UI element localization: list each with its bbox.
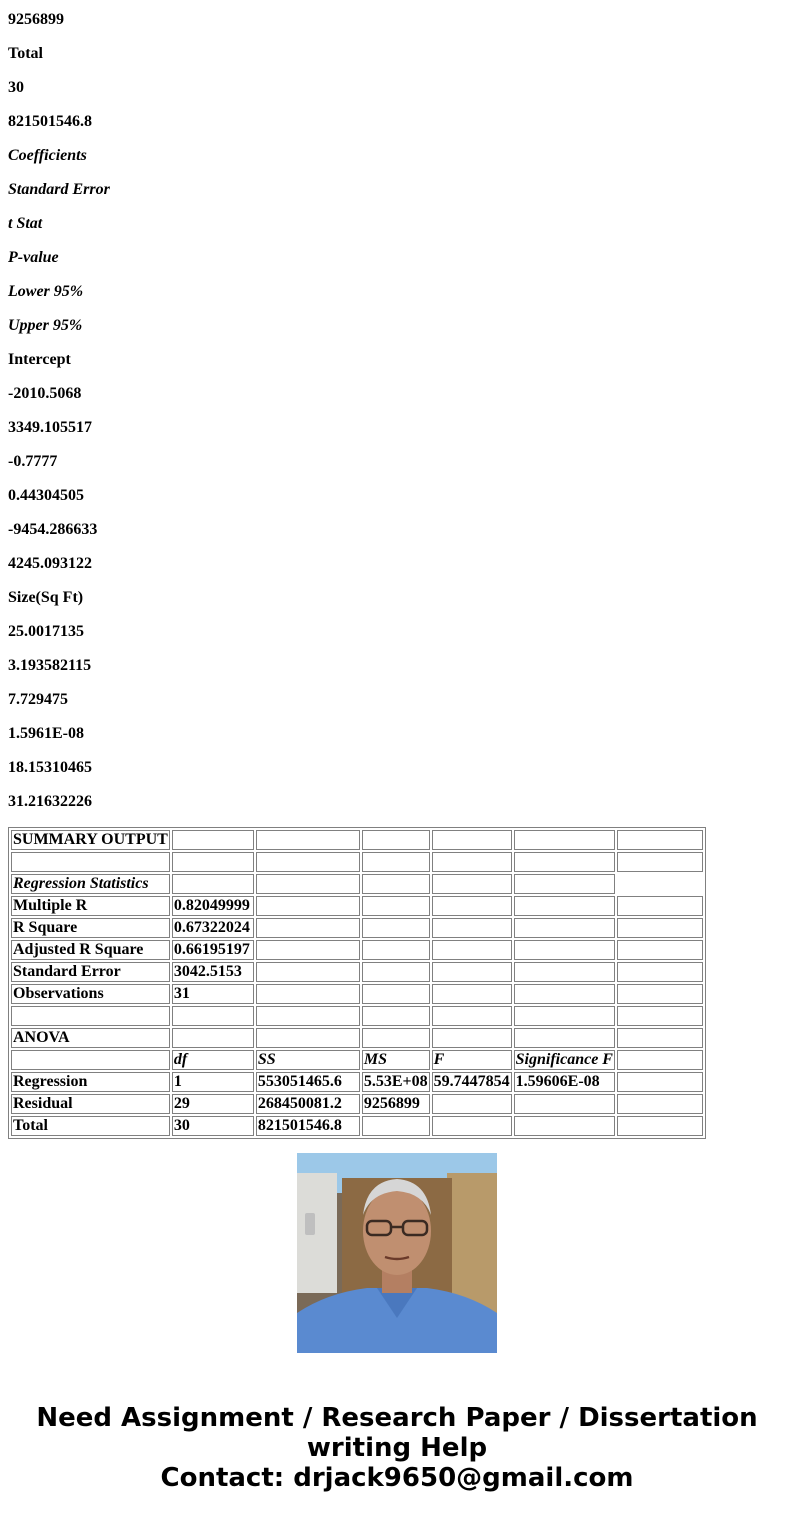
table-cell: 0.82049999: [172, 896, 254, 916]
table-cell: [362, 874, 430, 894]
text-line: Lower 95%: [8, 283, 84, 300]
table-cell: R Square: [11, 918, 170, 938]
table-cell: [514, 896, 615, 916]
table-row: [11, 984, 703, 1004]
table-cell: [617, 984, 703, 1004]
table-cell: [172, 1028, 254, 1048]
table-cell: Residual: [11, 1094, 170, 1114]
table-cell: [617, 962, 703, 982]
table-cell: [256, 896, 360, 916]
summary-output-table-viewport[interactable]: [8, 827, 708, 1134]
text-line: 9256899: [8, 11, 64, 28]
table-cell: [256, 918, 360, 938]
table-cell: SUMMARY OUTPUT: [13, 831, 168, 848]
table-cell: 30: [172, 1116, 254, 1136]
table-cell: 3042.5153: [172, 962, 254, 982]
table-cell: 821501546.8: [256, 1116, 360, 1136]
table-cell: [11, 1006, 170, 1026]
table-row: [11, 1116, 703, 1136]
table-cell: [514, 918, 615, 938]
table-cell: df: [172, 1050, 254, 1070]
table-cell: 553051465.6: [256, 1072, 360, 1092]
banner-line-2: writing Help: [306, 1433, 488, 1463]
table-cell: 268450081.2: [256, 1094, 360, 1114]
table-cell: Regression: [11, 1072, 170, 1092]
table-row: [11, 1094, 703, 1114]
table-cell: [172, 874, 254, 894]
table-cell: [11, 1050, 170, 1070]
table-cell: [432, 1006, 512, 1026]
text-line: 4245.093122: [8, 555, 92, 572]
table-cell: [362, 984, 430, 1004]
text-line: -2010.5068: [8, 385, 82, 402]
table-cell: 29: [172, 1094, 254, 1114]
table-cell: Adjusted R Square: [11, 940, 170, 960]
table-cell: Multiple R: [11, 896, 170, 916]
table-cell: [617, 852, 703, 872]
table-cell: [432, 962, 512, 982]
table-cell: [514, 984, 615, 1004]
text-line: 7.729475: [8, 691, 68, 708]
table-cell: [617, 940, 703, 960]
table-cell: 1.59606E-08: [514, 1072, 615, 1092]
table-cell: [617, 918, 703, 938]
table-cell: [432, 984, 512, 1004]
table-cell: [362, 940, 430, 960]
table-cell: [514, 874, 615, 894]
table-cell: [514, 1116, 615, 1136]
text-line: Standard Error: [8, 181, 110, 198]
table-cell: MS: [362, 1050, 430, 1070]
table-cell: [514, 852, 615, 872]
table-cell: Observations: [11, 984, 170, 1004]
text-line: 3349.105517: [8, 419, 92, 436]
table-cell: [256, 984, 360, 1004]
text-line: -0.7777: [8, 453, 58, 470]
table-cell: [514, 1028, 615, 1048]
table-cell: [432, 874, 512, 894]
table-cell: [617, 896, 703, 916]
table-cell: [256, 940, 360, 960]
text-line: Size(Sq Ft): [8, 589, 84, 606]
table-cell: 59.7447854: [433, 1073, 510, 1090]
table-cell: 1: [172, 1072, 254, 1092]
text-line: 30: [8, 79, 24, 96]
table-cell: [514, 940, 615, 960]
table-cell: [362, 830, 430, 850]
text-line: 3.193582115: [8, 657, 92, 674]
table-row: [11, 830, 703, 850]
text-line: 0.44304505: [8, 487, 84, 504]
table-cell: Total: [11, 1116, 170, 1136]
text-line: 1.5961E-08: [8, 725, 84, 742]
help-banner: [0, 1403, 794, 1493]
text-lines: [8, 10, 708, 826]
table-cell: 0.66195197: [172, 940, 254, 960]
table-cell: [256, 962, 360, 982]
table-cell: [256, 1028, 360, 1048]
table-cell: [617, 1028, 703, 1048]
text-line: 18.15310465: [8, 759, 92, 776]
table-cell: [11, 852, 170, 872]
table-cell: [172, 852, 254, 872]
text-line: Total: [8, 45, 43, 62]
table-cell: [362, 918, 430, 938]
summary-output-table: [8, 827, 706, 1139]
table-cell: Standard Error: [11, 962, 170, 982]
table-cell: [432, 830, 512, 850]
table-cell: [617, 1006, 703, 1026]
table-cell: [172, 830, 254, 850]
table-cell: [514, 962, 615, 982]
table-cell: [617, 1116, 703, 1136]
table-cell: ANOVA: [11, 1028, 170, 1048]
table-row: [11, 1006, 703, 1026]
table-cell: [617, 1050, 703, 1070]
table-cell: 31: [172, 984, 254, 1004]
table-cell: [172, 1006, 254, 1026]
table-cell: [432, 852, 512, 872]
table-row: [11, 852, 703, 872]
table-cell: [256, 830, 360, 850]
table-row: [11, 1072, 703, 1092]
table-cell: [432, 918, 512, 938]
table-cell: Significance F: [515, 1051, 613, 1068]
text-line: 821501546.8: [8, 113, 92, 130]
table-cell: 9256899: [362, 1094, 430, 1114]
person-photo-icon: [297, 1153, 497, 1353]
table-cell: [256, 1006, 360, 1026]
text-line: 25.0017135: [8, 623, 84, 640]
text-line: P-value: [8, 249, 59, 266]
table-row: [11, 1028, 703, 1048]
table-row: [11, 1050, 703, 1070]
table-cell-empty: [617, 874, 703, 894]
table-cell: [514, 830, 615, 850]
table-cell: [362, 962, 430, 982]
table-row: [11, 940, 703, 960]
table-cell: [256, 852, 360, 872]
table-cell: [432, 1094, 512, 1114]
table-cell: [362, 1006, 430, 1026]
table-cell: [514, 1006, 615, 1026]
table-cell: [362, 1116, 430, 1136]
text-line: Upper 95%: [8, 317, 83, 334]
table-cell: [362, 852, 430, 872]
author-avatar: [297, 1153, 497, 1353]
table-cell: Regression Statistics: [11, 874, 170, 894]
text-line: -9454.286633: [8, 521, 98, 538]
banner-contact-email[interactable]: Contact: drjack9650@gmail.com: [160, 1463, 634, 1493]
table-cell: [617, 1072, 703, 1092]
table-row: [11, 874, 703, 894]
table-row: [11, 896, 703, 916]
text-line: 31.21632226: [8, 793, 92, 810]
table-row: [11, 918, 703, 938]
table-cell: [432, 940, 512, 960]
table-cell: [432, 896, 512, 916]
table-cell: [256, 874, 360, 894]
table-cell: F: [432, 1050, 512, 1070]
text-line: Coefficients: [8, 147, 87, 164]
banner-line-1: Need Assignment / Research Paper / Dissertation: [36, 1403, 758, 1433]
table-row: [11, 962, 703, 982]
table-cell: [362, 896, 430, 916]
table-cell: [514, 1094, 615, 1114]
table-cell: [617, 1094, 703, 1114]
table-cell: SS: [256, 1050, 360, 1070]
table-cell: [432, 1028, 512, 1048]
table-cell: 0.67322024: [172, 918, 254, 938]
table-cell: [432, 1116, 512, 1136]
table-cell: [617, 830, 703, 850]
table-cell: [362, 1028, 430, 1048]
text-line: t Stat: [8, 215, 43, 232]
text-line: Intercept: [8, 351, 71, 368]
table-cell: 5.53E+08: [363, 1073, 428, 1090]
